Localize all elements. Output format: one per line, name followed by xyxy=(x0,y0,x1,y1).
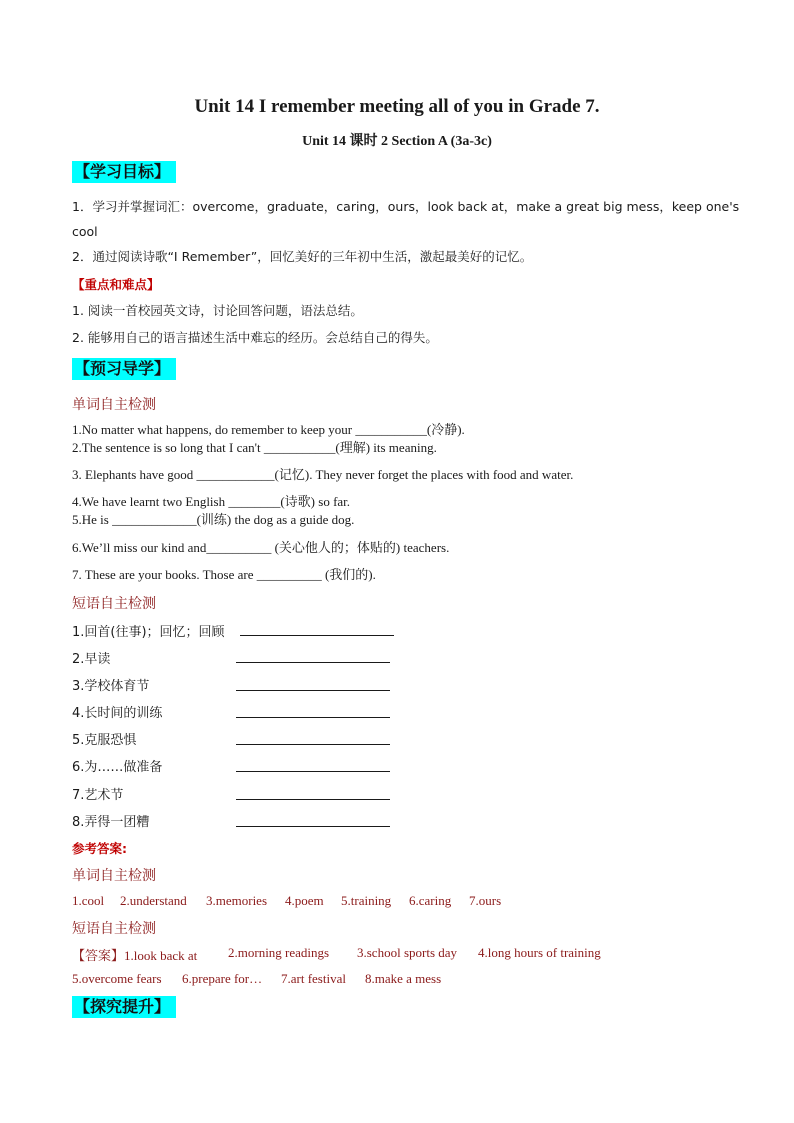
answers-phrase-title: 短语自主检测 xyxy=(72,921,156,937)
phrase-answer-6: 6.prepare for… xyxy=(182,971,263,986)
word-answer-5: 5.training xyxy=(341,893,392,908)
phrase-blank-2[interactable] xyxy=(236,662,390,663)
phrase-blank-1[interactable] xyxy=(240,635,394,636)
preview-heading: 【预习导学】 xyxy=(72,358,176,380)
answers-word-title: 单词自主检测 xyxy=(72,868,156,884)
phrase-item-4: 4.长时间的训练 xyxy=(72,706,163,721)
page-title: Unit 14 I remember meeting all of you in Grade 7. xyxy=(194,96,600,117)
phrase-blank-7[interactable] xyxy=(236,799,390,800)
word-answer-4: 4.poem xyxy=(285,893,324,908)
phrase-blank-6[interactable] xyxy=(236,771,390,772)
word-answer-1: 1.cool xyxy=(72,893,105,908)
word-check-title: 单词自主检测 xyxy=(72,397,156,413)
word-answer-3: 3.memories xyxy=(206,893,268,908)
goals-heading: 【学习目标】 xyxy=(72,161,176,183)
word-answer-7: 7.ours xyxy=(469,893,502,908)
word-item-7: 7. These are your books. Those are __________ (我们的). xyxy=(72,567,376,582)
phrase-item-1: 1.回首(往事)；回忆；回顾 xyxy=(72,625,225,640)
phrase-item-7: 7.艺术节 xyxy=(72,788,124,803)
phrase-blank-8[interactable] xyxy=(236,826,390,827)
phrase-item-2: 2.早读 xyxy=(72,652,111,667)
phrase-check-title: 短语自主检测 xyxy=(72,596,156,612)
phrase-answer-1: 【答案】1.look back at xyxy=(72,948,198,963)
goals-line-1: 1．学习并掌握词汇：overcome，graduate，caring，ours，look back at，make a great big mess，keep one's xyxy=(72,199,740,214)
phrase-blank-3[interactable] xyxy=(236,690,390,691)
explore-heading: 【探究提升】 xyxy=(72,996,176,1018)
word-answer-2: 2.understand xyxy=(120,893,187,908)
phrase-blank-5[interactable] xyxy=(236,744,390,745)
phrase-answer-7: 7.art festival xyxy=(281,971,346,986)
phrase-item-6: 6.为……做准备 xyxy=(72,760,163,775)
goals-line-1b: cool xyxy=(72,224,98,239)
word-item-2: 2.The sentence is so long that I can't ___________(理解) its meaning. xyxy=(72,440,437,455)
phrase-answer-3: 3.school sports day xyxy=(357,945,458,960)
phrase-answer-4: 4.long hours of training xyxy=(478,945,601,960)
answers-label: 参考答案: xyxy=(72,841,127,856)
phrase-answer-5: 5.overcome fears xyxy=(72,971,162,986)
page-subtitle: Unit 14 课时 2 Section A (3a-3c) xyxy=(302,134,492,149)
phrase-blank-4[interactable] xyxy=(236,717,390,718)
goals-line-2: 2．通过阅读诗歌“I Remember”，回忆美好的三年初中生活，激起最美好的记忆。 xyxy=(72,249,533,264)
phrase-answer-2: 2.morning readings xyxy=(228,945,330,960)
keypoints-line-1: 1. 阅读一首校园英文诗，讨论回答问题，语法总结。 xyxy=(72,303,363,318)
word-item-5: 5.He is _____________(训练) the dog as a guide dog. xyxy=(72,512,355,527)
word-item-4: 4.We have learnt two English ________(诗歌) so far. xyxy=(72,494,351,509)
keypoints-line-2: 2. 能够用自己的语言描述生活中难忘的经历。会总结自己的得失。 xyxy=(72,330,438,345)
word-item-1: 1.No matter what happens, do remember to keep your ___________(冷静). xyxy=(72,422,465,437)
word-item-3: 3. Elephants have good ____________(记忆). They never forget the places with food and water. xyxy=(72,467,574,482)
phrase-answer-8: 8.make a mess xyxy=(365,971,442,986)
phrase-item-3: 3.学校体育节 xyxy=(72,679,150,694)
phrase-item-5: 5.克服恐惧 xyxy=(72,733,137,748)
keypoints-heading: 【重点和难点】 xyxy=(72,277,160,292)
phrase-item-8: 8.弄得一团糟 xyxy=(72,815,150,830)
word-answer-6: 6.caring xyxy=(409,893,452,908)
word-item-6: 6.We’ll miss our kind and__________ (关心他人的；体贴的) teachers. xyxy=(72,540,450,555)
